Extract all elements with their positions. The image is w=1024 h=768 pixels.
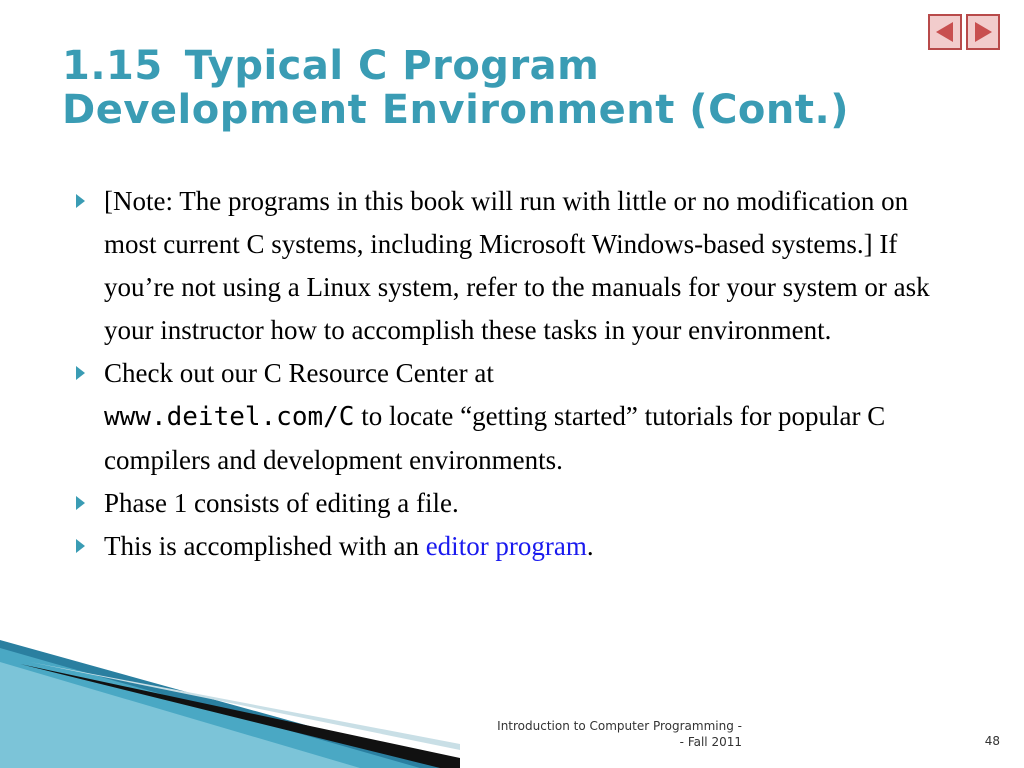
bullet-text: Check out our C Resource Center at: [104, 358, 494, 388]
bullet-text: [Note: The programs in this book will run with little or no modification on most current C systems, including Microsoft Windows-based systems.] If you’re not using a Linux system, refer to the manuals for your system or ask your instructor how to accomplish these tasks in your environment.: [104, 186, 930, 345]
bullet-item: [72, 525, 952, 568]
bullet-text: Phase 1 consists of editing a file.: [104, 488, 459, 518]
footer-course-line-1: Introduction to Computer Programming -: [497, 719, 742, 733]
triangle-right-icon: [971, 20, 995, 44]
triangle-left-icon: [933, 20, 957, 44]
footer-course: [440, 718, 742, 750]
bullet-item: [72, 482, 952, 525]
footer-course-line-2: - Fall 2011: [679, 735, 742, 749]
bullet-arrow-icon: [76, 366, 85, 380]
title-number: 1.15: [62, 43, 163, 89]
bullet-item: [72, 352, 952, 482]
decorative-swoosh: [0, 640, 460, 768]
page-number: 48: [984, 734, 1000, 748]
bullet-arrow-icon: [76, 194, 85, 208]
bullet-arrow-icon: [76, 539, 85, 553]
bullet-item: [72, 180, 952, 352]
slide-title: [62, 44, 942, 132]
bullet-list: [72, 180, 952, 568]
title-line-1: Typical C Program: [184, 43, 600, 89]
bullet-arrow-icon: [76, 496, 85, 510]
bullet-text-continued: to locate “getting started” tutorials for popular C compilers and development environments.: [104, 401, 886, 475]
resource-center-url: www.deitel.com/C: [104, 402, 355, 432]
bullet-text: This is accomplished with an: [104, 531, 426, 561]
next-slide-button[interactable]: [966, 14, 1000, 50]
editor-program-link[interactable]: editor program: [425, 531, 587, 561]
title-line-2: Development Environment (Cont.): [62, 87, 849, 133]
bullet-text-end: .: [586, 531, 594, 561]
